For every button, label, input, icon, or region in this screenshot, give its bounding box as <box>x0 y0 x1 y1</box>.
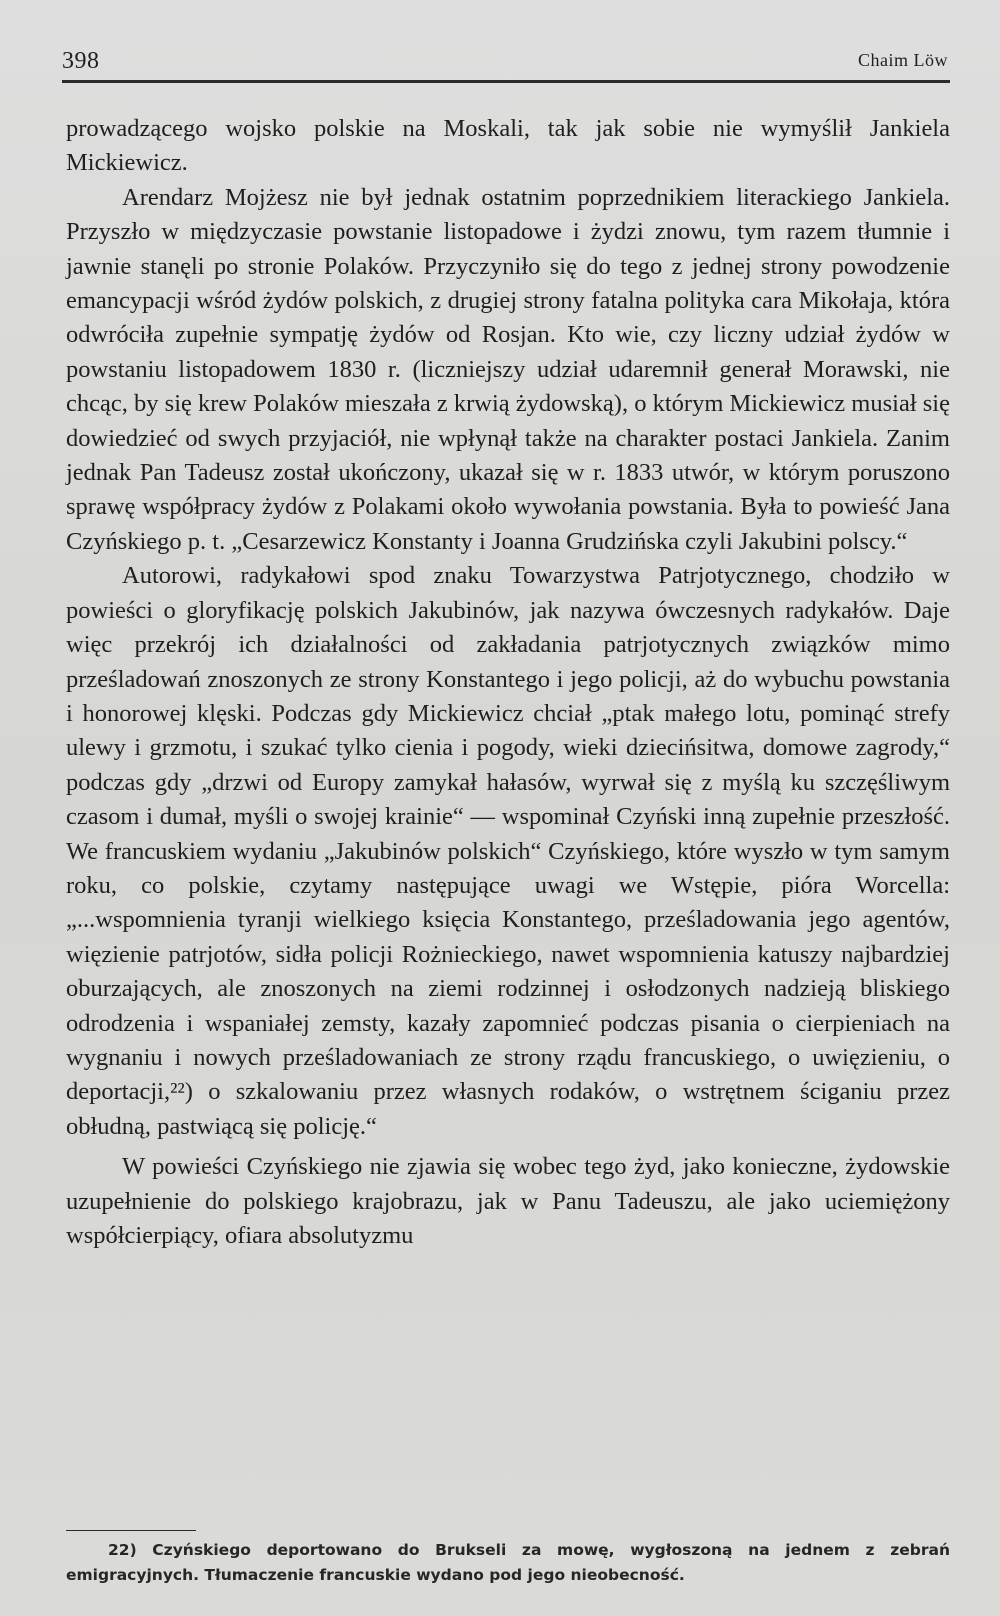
page-header <box>62 46 950 82</box>
paragraph: prowadzącego wojsko polskie na Moskali, tak jak sobie nie wymyślił Jankiela Mickiewicz. <box>66 115 950 177</box>
footnote-rule <box>66 1530 196 1531</box>
paragraph: Autorowi, radykałowi spod znaku Towarzystwa Patrjotycznego, chodziło w powieści o gloryfikację polskich Jakubinów, jak nazywa ówczesnych radykałów. Daje więc przekrój ich działalności od zakładania patrjotycznych związków mimo prześladowań znoszonych ze strony Konstantego i jego policji, aż do wybuchu powstania i honorowej klęski. Podczas gdy Mickiewicz chciał „ptak małego lotu, pominąć strefy ulewy i grzmotu, i szukać tylko cienia i pogody, wieki dziecińsitwa, domowe zagrody,“ podczas gdy „drzwi od Europy zamykał hałasów, wyrwał się z myślą ku szczęśliwym czasom i dumał, myśli o swojej krainie“ — wspominał Czyński inną zupełnie przeszłość. We francuskiem wydaniu „Jakubinów polskich“ Czyńskiego, które wyszło w tym samym roku, co polskie, czytamy następujące uwagi we Wstępie, pióra Worcella: „...wspomnienia tyranji wielkiego księcia Konstantego, prześladowania jego agentów, więzienie patrjotów, sidła policji Rożnieckiego, nawet wspomnienia katuszy najbardziej oburzających, ale znoszonych na ziemi rodzinnej i osłodzonych nadzieją bliskiego odrodzenia i wspaniałej zemsty, kazały zapomnieć podczas pisania o cierpieniach na wygnaniu i nowych prześladowaniach ze strony rządu francuskiego, o uwięzieniu, o deportacji,²²) o szkalowaniu przez własnych rodaków, o wstrętnem ściganiu przez obłudną, pastwiącą się policję.“ <box>66 562 950 1140</box>
header-rule <box>62 80 950 83</box>
body-text <box>66 112 950 1253</box>
footnotes <box>66 1538 950 1588</box>
footnote: 22) Czyńskiego deportowano do Brukseli za mowę, wygłoszoną na jednem z zebrań emigracyjnych. Tłumaczenie francuskie wydano pod jego nieobecność. <box>66 1541 950 1584</box>
paragraph: W powieści Czyńskiego nie zjawia się wobec tego żyd, jako konieczne, żydowskie uzupełnienie do polskiego krajobrazu, jak w Panu Tadeuszu, ale jako uciemiężony współcierpiący, ofiara absolutyzmu <box>66 1153 950 1249</box>
page-number: 398 <box>62 48 100 74</box>
paragraph: Arendarz Mojżesz nie był jednak ostatnim poprzednikiem literackiego Jankiela. Przyszło w międzyczasie powstanie listopadowe i żydzi znowu, tym razem tłumnie i jawnie stanęli po stronie Polaków. Przyczyniło się do tego z jednej strony powodzenie emancypacji wśród żydów polskich, z drugiej strony fatalna polityka cara Mikołaja, która odwróciła zupełnie sympatję żydów od Rosjan. Kto wie, czy liczny udział żydów w powstaniu listopadowem 1830 r. (liczniejszy udział udaremnił generał Morawski, nie chcąc, by się krew Polaków mieszała z krwią żydowską), o którym Mickiewicz musiał się dowiedzieć od swych przyjaciół, nie wpłynął także na charakter postaci Jankiela. Zanim jednak Pan Tadeusz został ukończony, ukazał się w r. 1833 utwór, w którym poruszono sprawę współpracy żydów z Polakami około wywołania powstania. Była to powieść Jana Czyńskiego p. t. „Cesarzewicz Konstanty i Joanna Grudzińska czyli Jakubini polscy.“ <box>66 183 950 555</box>
running-head: Chaim Löw <box>858 50 948 70</box>
